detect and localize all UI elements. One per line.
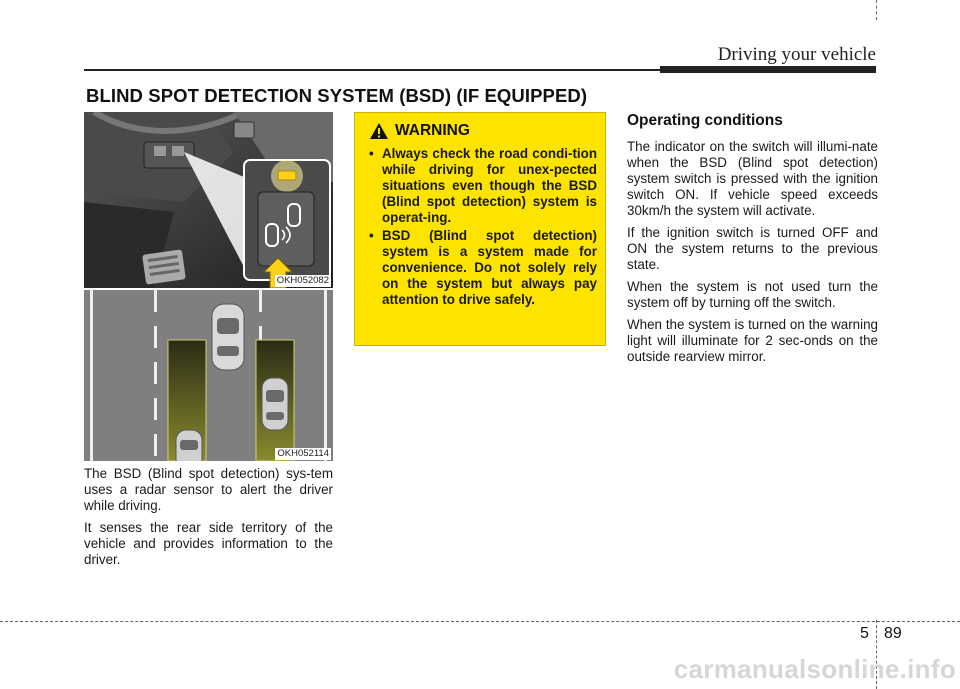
paragraph: It senses the rear side territory of the vehicle and provides information to the driver. [84,520,333,567]
watermark: carmanualsonline.info [673,654,956,684]
paragraph: When the system is turned on the warning light will illuminate for 2 sec-onds on the outside rearview mirror. [627,317,878,364]
warning-list [355,146,605,308]
warning-item: • Always check the road condi-tion while driving for unex-pected situations even though the BSD (Blind spot detection) system is operat-ing. [369,146,597,226]
running-header: Driving your vehicle [717,44,876,65]
figure-code: OKH052114 [277,448,329,459]
warning-label: WARNING [395,122,470,139]
paragraph: The indicator on the switch will illumi-nate when the BSD (Blind spot detection) system switch is pressed with the ignition switch ON. If vehicle speed exceeds 30km/h the system will activate. [627,139,878,218]
figure-code: OKH052082 [276,275,329,286]
chapter-number: 5 [860,625,869,642]
intro-text [84,466,333,574]
section-title: BLIND SPOT DETECTION SYSTEM (BSD) (IF EQUIPPED) [86,85,588,106]
warning-item: • BSD (Blind spot detection) system is a system made for convenience. Do not solely rely on the system but always pay attention to drive safely. [369,228,597,308]
dashboard-illustration [84,112,333,288]
page-number: 89 [884,625,902,642]
warning-triangle-icon [369,122,389,140]
operating-text [627,139,878,371]
operating-conditions-heading: Operating conditions [627,112,783,129]
road-illustration [84,290,333,461]
warning-box [354,112,606,346]
figure-bsd-switch [84,112,333,288]
paragraph: When the system is not used turn the system off by turning off the switch. [627,279,878,310]
figure-bsd-road [84,290,333,461]
warning-header [355,113,605,140]
header-tab-bar [660,66,876,73]
paragraph: The BSD (Blind spot detection) sys-tem uses a radar sensor to alert the driver while driving. [84,466,333,513]
page-edge-guide [876,0,877,20]
footer-rule [0,621,960,622]
paragraph: If the ignition switch is turned OFF and ON the system returns to the previous state. [627,225,878,272]
